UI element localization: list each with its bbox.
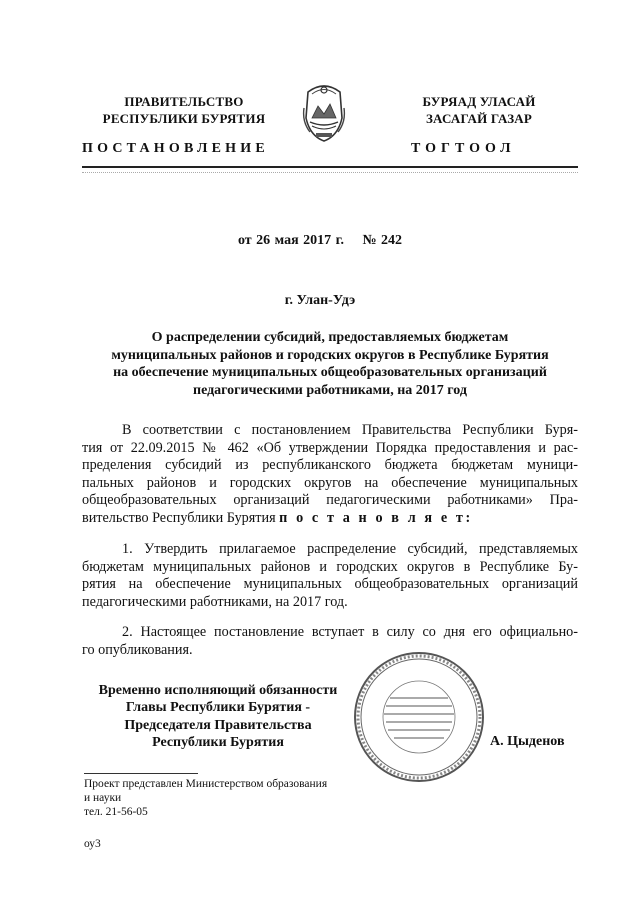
title-line: на обеспечение муниципальных общеобразовательных организаций (113, 365, 547, 380)
signatory-line: Главы Республики Бурятия - (125, 700, 311, 716)
paragraph-line: В соответствии с постановлением Правительства Республики Буря- (122, 422, 578, 438)
paragraph-line: го опубликования. (82, 641, 193, 658)
signatory-title (82, 682, 354, 752)
document-number: № 242 (362, 233, 403, 248)
title-line: О распределении субсидий, предоставляемых бюджетам (151, 330, 509, 345)
doc-type-bua: ТОГТООЛ (411, 141, 516, 156)
official-round-stamp-icon (350, 648, 488, 786)
paragraph-text: вительство Республики Бурятия (82, 509, 280, 526)
document-city: г. Улан-Удэ (284, 293, 356, 308)
paragraph-line: бюджетам муниципальных районов и городских округов в Республике Бу- (82, 558, 578, 575)
title-line: педагогическими работниками, на 2017 год (193, 382, 467, 398)
doc-type-ru: ПОСТАНОВЛЕНИЕ (82, 141, 269, 156)
footnote-line: и науки (84, 792, 122, 804)
clause-2-paragraph (82, 624, 578, 659)
paragraph-line (82, 510, 578, 528)
header-divider (82, 166, 578, 168)
resolves-keyword: п о с т а н о в л я е т: (279, 509, 473, 526)
header-right-line2: ЗАСАГАЙ ГАЗАР (425, 111, 533, 126)
title-line: муниципальных районов и городских округов в Республике Бурятия (111, 347, 549, 363)
clause-1-paragraph (82, 541, 578, 611)
header-left-line1: ПРАВИТЕЛЬСТВО (124, 94, 244, 109)
preamble-paragraph (82, 422, 578, 528)
paragraph-line: 1. Утвердить прилагаемое распределение субсидий, представляемых (122, 541, 578, 557)
header-right (394, 93, 564, 127)
paragraph-line: пределения субсидий из республиканского бюджета бюджетам муници- (82, 457, 578, 474)
paragraph-line: рятия на обеспечение муниципальных общеобразовательных организаций (82, 576, 578, 593)
paragraph-line: 2. Настоящее постановление вступает в силу со дня его официально- (122, 624, 578, 640)
footnote-line: Проект представлен Министерством образования (84, 778, 328, 790)
header-right-line1: БУРЯАД УЛАСАЙ (422, 94, 536, 109)
document-date: от 26 мая 2017 г. (237, 233, 344, 248)
signatory-line: Председателя Правительства (124, 717, 312, 733)
paragraph-line: общеобразовательных организаций педагогическими работниками» Пра- (82, 492, 578, 509)
date-number-line (0, 233, 640, 249)
buryatia-coat-of-arms-icon (298, 78, 350, 144)
paragraph-line: педагогическими работниками, на 2017 год. (82, 593, 348, 610)
footnote (84, 777, 327, 819)
footnote-divider (84, 773, 198, 774)
paragraph-line: тия от 22.09.2015 № 462 «Об утверждении Порядка предоставления и рас- (82, 439, 578, 456)
signatory-line: Республики Бурятия (152, 735, 284, 751)
document-code: оу3 (84, 838, 101, 850)
paragraph-line: пальных районов и городских округов на обеспечение муниципальных (82, 474, 578, 491)
header-left-line2: РЕСПУБЛИКИ БУРЯТИЯ (102, 111, 266, 126)
signatory-line: Временно исполняющий обязанности (98, 683, 338, 698)
header-dotted-divider (82, 172, 578, 173)
header-left (84, 93, 284, 127)
document-title (82, 329, 578, 399)
footnote-line: тел. 21-56-05 (84, 806, 148, 818)
signer-name: А. Цыденов (490, 734, 565, 749)
